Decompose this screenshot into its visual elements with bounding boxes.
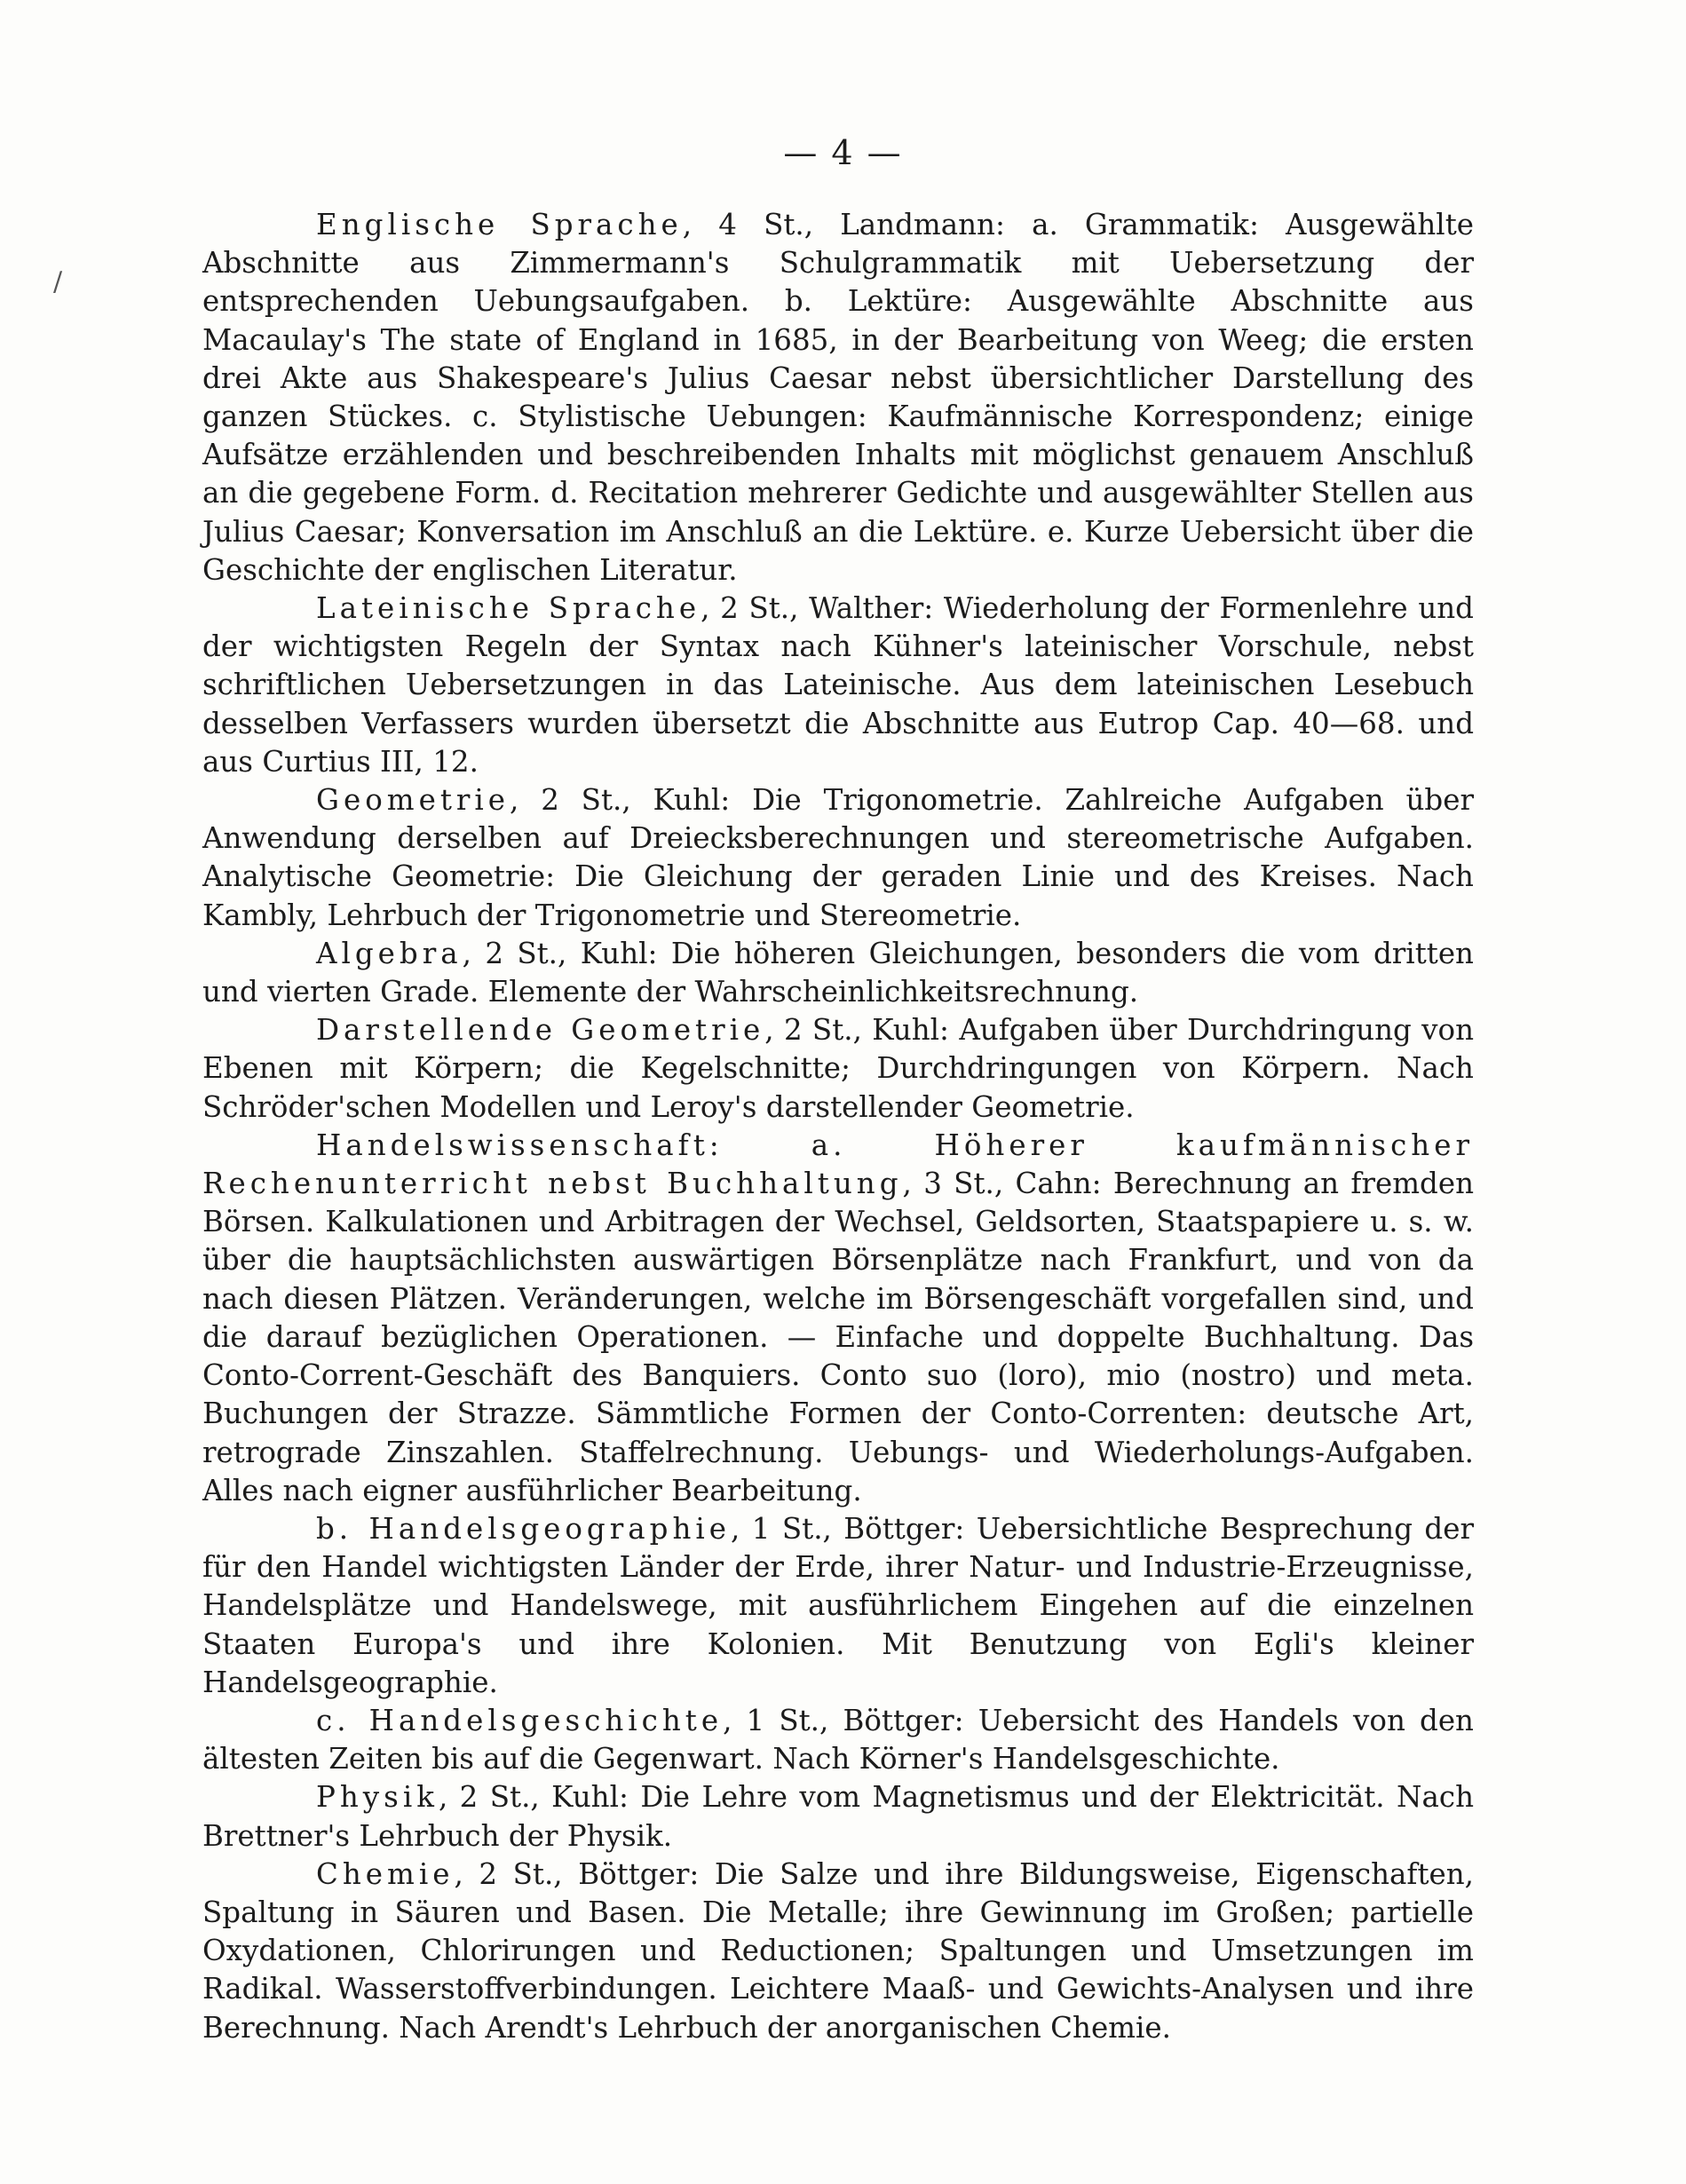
subject-heading: Handelswissenschaft: a. Höherer kaufmännischer Rechenunterricht nebst Buchhaltung <box>202 1128 1474 1201</box>
paragraph-algebra <box>202 935 1474 1011</box>
paragraph-text: , 2 St., Böttger: Die Salze und ihre Bildungsweise, Eigenschaften, Spaltung in Säuren und Basen. Die Metalle; ihre Gewinnung im Großen; partielle Oxydationen, Chlorirungen und Reductionen; Spaltungen und Umsetzungen im Radikal. Wasserstoffverbindungen. Leichtere Maaß- und Gewichts-Analysen und ihre Berechnung. Nach Arendt's Lehrbuch der anorganischen Chemie. <box>202 1856 1474 2045</box>
paragraph-darstellende-geometrie <box>202 1011 1474 1127</box>
paragraph-text: , 2 St., Kuhl: Die höheren Gleichungen, besonders die vom dritten und vierten Grade. Elemente der Wahrscheinlichkeitsrechnung. <box>202 936 1474 1009</box>
subject-heading: b. Handelsgeographie <box>316 1511 732 1546</box>
paragraph-text: , 1 St., Böttger: Uebersichtliche Besprechung der für den Handel wichtigsten Länder der Erde, ihrer Natur- und Industrie-Erzeugnisse, Handelsplätze und Handelswege, mit ausführlichem Eingehen auf die einzelnen Staaten Europa's und ihre Kolonien. Mit Benutzung von Egli's kleiner Handelsgeographie. <box>202 1511 1474 1699</box>
paragraph-handelsgeographie <box>202 1510 1474 1702</box>
subject-heading: c. Handelsgeschichte <box>316 1703 724 1737</box>
paragraph-text: , 4 St., Landmann: a. Grammatik: Ausgewählte Abschnitte aus Zimmermann's Schulgrammatik mit Uebersetzung der entsprechenden Uebungsaufgaben. b. Lektüre: Ausgewählte Abschnitte aus Macaulay's The state of England in 1685, in der Bearbeitung von Weeg; die ersten drei Akte aus Shakespeare's Julius Caesar nebst übersichtlicher Darstellung des ganzen Stückes. c. Stylistische Uebungen: Kaufmännische Korrespondenz; einige Aufsätze erzählenden und beschreibenden Inhalts mit möglichst genauem Anschluß an die gegebene Form. d. Recitation mehrerer Gedichte und ausgewählter Stellen aus Julius Caesar; Konversation im Anschluß an die Lektüre. e. Kurze Uebersicht über die Geschichte der englischen Literatur. <box>202 208 1474 587</box>
paragraph-text: , 2 St., Kuhl: Die Lehre vom Magnetismus und der Elektricität. Nach Brettner's Lehrbuch der Physik. <box>202 1780 1474 1853</box>
paragraph-text: , 2 St., Kuhl: Aufgaben über Durchdringung von Ebenen mit Körpern; die Kegelschnitte; Durchdringungen von Körpern. Nach Schröder'schen Modellen und Leroy's darstellender Geometrie. <box>202 1013 1474 1124</box>
subject-heading: Physik <box>316 1780 439 1815</box>
page-number: — 4 — <box>783 133 903 172</box>
subject-heading: Englische Sprache <box>316 208 683 241</box>
margin-mark: / <box>53 266 63 297</box>
subject-heading: Geometrie <box>316 783 511 818</box>
paragraph-physik <box>202 1778 1474 1855</box>
paragraph-latein <box>202 590 1474 781</box>
paragraph-geometrie <box>202 781 1474 935</box>
body-text <box>202 206 1474 2047</box>
paragraph-englisch <box>202 206 1474 590</box>
subject-heading: Darstellende Geometrie <box>316 1013 765 1048</box>
subject-heading: Chemie <box>316 1856 455 1891</box>
paragraph-handelsgeschichte <box>202 1702 1474 1778</box>
paragraph-text: , 2 St., Walther: Wiederholung der Formenlehre und der wichtigsten Regeln der Syntax nach Kühner's lateinischer Vorschule, nebst schriftlichen Uebersetzungen in das Lateinische. Aus dem lateinischen Lesebuch desselben Verfassers wurden übersetzt die Abschnitte aus Eutrop Cap. 40—68. und aus Curtius III, 12. <box>202 591 1474 779</box>
paragraph-text: , 2 St., Kuhl: Die Trigonometrie. Zahlreiche Aufgaben über Anwendung derselben auf Dreiecksberechnungen und stereometrische Aufgaben. Analytische Geometrie: Die Gleichung der geraden Linie und des Kreises. Nach Kambly, Lehrbuch der Trigonometrie und Stereometrie. <box>202 783 1474 932</box>
paragraph-text: , 3 St., Cahn: Berechnung an fremden Börsen. Kalkulationen und Arbitragen der Wechsel, Geldsorten, Staatspapiere u. s. w. über die hauptsächlichsten auswärtigen Börsenplätze nach Frankfurt, und von da nach diesen Plätzen. Veränderungen, welche im Börsengeschäft vorgefallen sind, und die darauf bezüglichen Operationen. — Einfache und doppelte Buchhaltung. Das Conto-Corrent-Geschäft des Banquiers. Conto suo (loro), mio (nostro) und meta. Buchungen der Strazze. Sämmtliche Formen der Conto-Correnten: deutsche Art, retrograde Zinszahlen. Staffelrechnung. Uebungs- und Wiederholungs-Aufgaben. Alles nach eigner ausführlicher Bearbeitung. <box>202 1167 1474 1507</box>
subject-heading: Lateinische Sprache <box>316 591 701 626</box>
paragraph-chemie <box>202 1856 1474 2047</box>
paragraph-handelswissenschaft <box>202 1127 1474 1510</box>
subject-heading: Algebra <box>316 936 463 970</box>
paragraph-text: , 1 St., Böttger: Uebersicht des Handels von den ältesten Zeiten bis auf die Gegenwart. Nach Körner's Handelsgeschichte. <box>202 1703 1474 1776</box>
